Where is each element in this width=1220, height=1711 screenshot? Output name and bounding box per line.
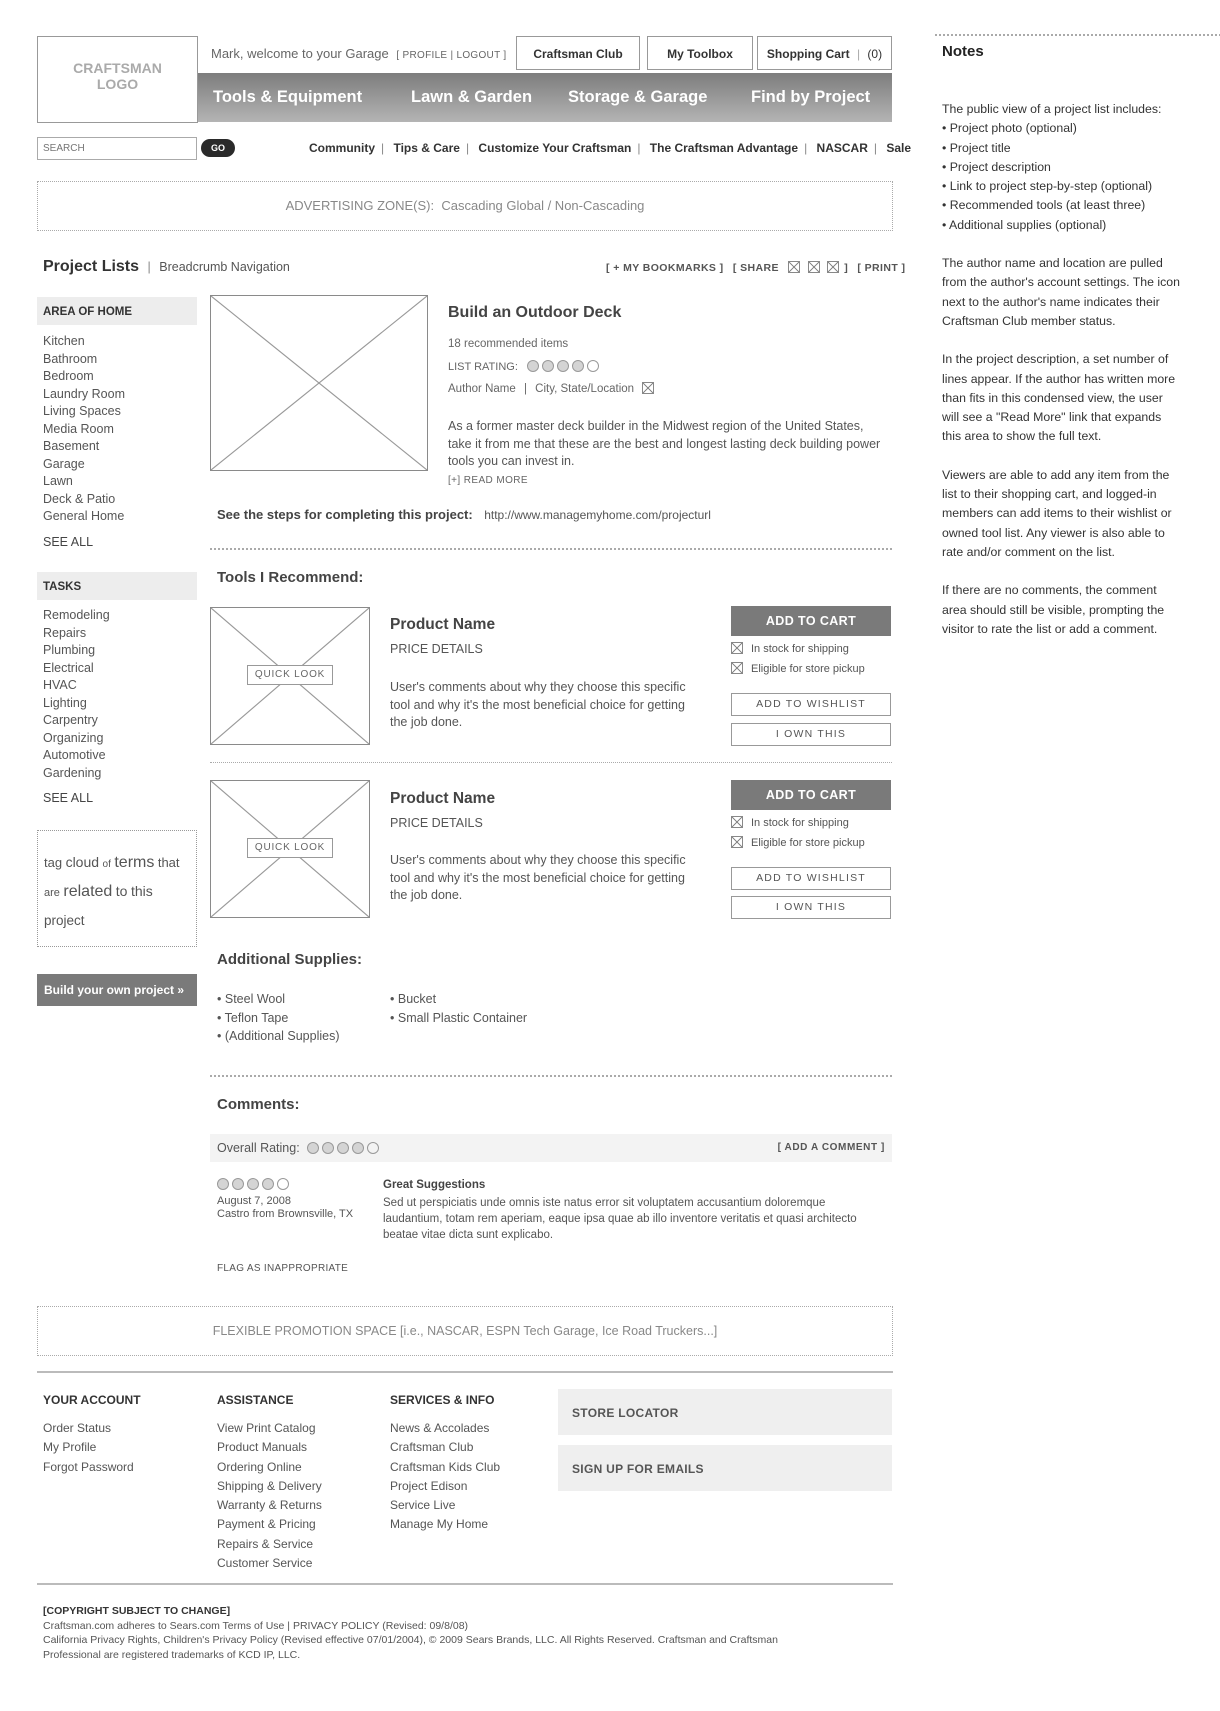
add-comment-link[interactable]: [ ADD A COMMENT ] <box>777 1142 885 1153</box>
rating-circle-icon[interactable] <box>217 1178 229 1190</box>
share-email-icon[interactable] <box>788 261 800 273</box>
project-photo[interactable] <box>210 295 428 471</box>
link-sale[interactable]: Sale <box>886 141 912 155</box>
rating-circle-icon[interactable] <box>247 1178 259 1190</box>
supply-item: • Small Plastic Container <box>390 1010 528 1025</box>
sidebar-item-carpentry[interactable]: Carpentry <box>43 713 98 727</box>
i-own-this-button[interactable]: I OWN THIS <box>731 896 891 919</box>
quick-look-button[interactable]: QUICK LOOK <box>247 665 333 685</box>
sidebar-item-organizing[interactable]: Organizing <box>43 730 104 745</box>
comment-rating-stars <box>217 1178 353 1192</box>
store-pickup-text: Eligible for store pickup <box>751 663 865 675</box>
author-line: Author Name | City, State/Location <box>448 382 662 395</box>
footer-your-account <box>43 1393 141 1477</box>
notes-bullet: • Recommended tools (at least three) <box>942 198 1146 213</box>
ad-zone-text: Cascading Global / Non-Cascading <box>441 198 645 213</box>
breadcrumb[interactable]: Breadcrumb Navigation <box>159 260 290 274</box>
footer-link[interactable]: My Profile <box>43 1440 97 1455</box>
comment-title: Great Suggestions <box>383 1179 486 1191</box>
rating-circle-icon[interactable] <box>277 1178 289 1190</box>
rating-circle-icon[interactable] <box>307 1142 319 1154</box>
footer-link[interactable]: Forgot Password <box>43 1459 134 1474</box>
rating-circle-icon[interactable] <box>352 1142 364 1154</box>
logo-placeholder[interactable]: CRAFTSMAN LOGO <box>37 36 198 123</box>
advertising-zone <box>37 181 893 231</box>
menu-storage-garage[interactable]: Storage & Garage <box>568 88 708 106</box>
sidebar-item-living-spaces[interactable]: Living Spaces <box>43 404 121 418</box>
rating-circle-icon[interactable] <box>557 360 569 372</box>
list-rating <box>448 360 602 373</box>
tag[interactable]: tag <box>44 855 63 870</box>
project-description: As a former master deck builder in the Midwest region of the United States, take it from me that these are the best and longest lasting deck building power tools you can invest in. <box>448 419 881 468</box>
page-actions <box>606 261 905 274</box>
comment-meta <box>217 1178 353 1221</box>
rating-circle-icon[interactable] <box>232 1178 244 1190</box>
area-see-all-link[interactable]: SEE ALL <box>43 535 94 549</box>
sidebar-item-garage[interactable]: Garage <box>43 456 85 471</box>
product-user-comment: User's comments about why they choose this specific tool and why it's the most beneficial choice for getting the job done. <box>390 680 686 729</box>
notes-paragraph: If there are no comments, the comment area should still be visible, prompting the visitor to rate the list or add a comment. <box>942 583 1165 636</box>
notes-divider <box>935 34 1220 36</box>
project-steps-row <box>217 507 711 522</box>
promotion-space: FLEXIBLE PROMOTION SPACE [i.e., NASCAR, ESPN Tech Garage, Ice Road Truckers...] <box>37 1306 893 1356</box>
footer-link[interactable]: News & Accolades <box>390 1421 490 1435</box>
footer-heading: SERVICES & INFO <box>390 1393 495 1407</box>
supplies-heading: Additional Supplies: <box>217 951 362 968</box>
sidebar-item-bedroom[interactable]: Bedroom <box>43 369 94 383</box>
project-title: Build an Outdoor Deck <box>448 304 622 321</box>
print-link[interactable]: [ PRINT ] <box>857 262 906 274</box>
flag-inappropriate-link[interactable]: FLAG AS INAPPROPRIATE <box>217 1263 349 1274</box>
rating-circle-icon[interactable] <box>587 360 599 372</box>
cart-count: (0) <box>867 47 883 61</box>
in-stock-text: In stock for shipping <box>751 817 849 829</box>
tag[interactable]: that <box>157 855 180 870</box>
share-end: ] <box>844 262 849 274</box>
tasks-see-all-link[interactable]: SEE ALL <box>43 791 94 805</box>
tasks-heading: TASKS <box>37 572 197 600</box>
notes-bullet: • Additional supplies (optional) <box>942 217 1107 232</box>
tag[interactable]: of <box>102 859 111 870</box>
footer-link[interactable]: Project Edison <box>390 1478 468 1493</box>
comment-date: August 7, 2008 <box>217 1195 292 1207</box>
supply-item: • (Additional Supplies) <box>217 1029 340 1043</box>
share-twitter-icon[interactable] <box>827 261 839 273</box>
copyright <box>43 1604 778 1662</box>
read-more-link[interactable]: [+] READ MORE <box>448 475 528 486</box>
search-go-button[interactable]: GO <box>201 139 235 157</box>
footer-divider <box>37 1371 893 1373</box>
tools-heading: Tools I Recommend: <box>217 569 364 586</box>
main-menu <box>198 73 892 122</box>
rating-circle-icon[interactable] <box>572 360 584 372</box>
quick-look-button[interactable]: QUICK LOOK <box>247 838 333 858</box>
rating-circle-icon[interactable] <box>337 1142 349 1154</box>
sidebar-item-lighting[interactable]: Lighting <box>43 695 87 710</box>
tag-cloud <box>37 830 197 947</box>
sidebar-item-bathroom[interactable]: Bathroom <box>43 351 98 366</box>
footer-link[interactable]: Manage My Home <box>390 1517 489 1532</box>
copyright-line: California Privacy Rights, Children's Privacy Policy (Revised effective 07/01/2004), © 2009 Sears Brands, LLC. All Rights Reserved. Craftsman and Craftsman <box>43 1634 778 1646</box>
sidebar-item-hvac[interactable]: HVAC <box>43 678 77 692</box>
tag[interactable]: are <box>44 887 60 899</box>
author-name[interactable]: Author Name <box>448 383 516 395</box>
menu-lawn-garden[interactable]: Lawn & Garden <box>411 88 533 106</box>
menu-tools-equipment[interactable]: Tools & Equipment <box>213 88 363 106</box>
tag[interactable]: to <box>115 883 128 899</box>
overall-rating-bar <box>210 1134 892 1162</box>
tab-shopping-cart[interactable]: Shopping Cart | (0) <box>757 36 892 70</box>
profile-logout-links[interactable]: [ PROFILE | LOGOUT ] <box>396 50 507 61</box>
sidebar-item-general-home[interactable]: General Home <box>43 509 125 523</box>
store-pickup-icon <box>731 662 743 674</box>
page-title: Project Lists <box>43 258 140 275</box>
rating-circle-icon[interactable] <box>367 1142 379 1154</box>
price-details: PRICE DETAILS <box>390 642 483 656</box>
product-image[interactable] <box>210 780 370 918</box>
copyright-title: [COPYRIGHT SUBJECT TO CHANGE] <box>43 1605 231 1617</box>
footer-assistance <box>217 1393 322 1573</box>
pickup-status <box>731 662 865 675</box>
rating-circle-icon[interactable] <box>542 360 554 372</box>
supply-item: • Teflon Tape <box>217 1010 289 1025</box>
secondary-links: Community | Tips & Care | Customize Your Craftsman | The Craftsman Advantage | NASCAR | Sale <box>309 141 912 155</box>
product-name[interactable]: Product Name <box>390 616 496 633</box>
welcome-text <box>211 46 506 61</box>
footer-link[interactable]: Craftsman Club <box>390 1440 474 1455</box>
add-to-cart-button[interactable]: ADD TO CART <box>731 780 891 810</box>
tag[interactable]: cloud <box>65 854 100 870</box>
sidebar-item-automotive[interactable]: Automotive <box>43 748 106 762</box>
footer-link[interactable]: Service Live <box>390 1498 456 1513</box>
tasks-list <box>43 607 110 782</box>
sidebar-item-electrical[interactable]: Electrical <box>43 660 94 675</box>
tag[interactable]: project <box>44 913 85 928</box>
tag[interactable]: this <box>130 883 153 899</box>
share-facebook-icon[interactable] <box>808 261 820 273</box>
tab-craftsman-club-label: Craftsman Club <box>533 47 623 61</box>
comment-body: Sed ut perspiciatis unde omnis iste natus error sit voluptatem accusantium doloremque laudantium, totam rem aperiam, eaque ipsa quae ab illo inventore veritatis et quasi architecto beatae vitae dicta sunt explicabo. <box>383 1197 857 1241</box>
placeholder-x-icon <box>211 296 427 470</box>
footer-heading: YOUR ACCOUNT <box>43 1393 141 1407</box>
author-location: City, State/Location <box>535 383 635 395</box>
notes-bullet: • Link to project step-by-step (optional) <box>942 179 1153 194</box>
sidebar-item-kitchen[interactable]: Kitchen <box>43 334 85 348</box>
i-own-this-button[interactable]: I OWN THIS <box>731 723 891 746</box>
divider <box>210 548 892 550</box>
product-image[interactable] <box>210 607 370 745</box>
sidebar-item-laundry-room[interactable]: Laundry Room <box>43 386 125 401</box>
footer-link[interactable]: Craftsman Kids Club <box>390 1459 501 1474</box>
in-stock-text: In stock for shipping <box>751 643 849 655</box>
sidebar-item-repairs[interactable]: Repairs <box>43 625 87 640</box>
rating-circle-icon[interactable] <box>262 1178 274 1190</box>
club-member-icon <box>642 382 654 394</box>
add-to-cart-button[interactable]: ADD TO CART <box>731 606 891 636</box>
overall-rating-stars[interactable] <box>307 1141 382 1155</box>
sidebar-item-deck-patio[interactable]: Deck & Patio <box>43 491 116 506</box>
list-rating-label: LIST RATING: <box>448 361 518 373</box>
menu-find-by-project[interactable]: Find by Project <box>751 88 871 106</box>
tab-craftsman-club[interactable] <box>516 36 640 70</box>
recommended-count: 18 recommended items <box>448 338 569 350</box>
footer-divider <box>37 1583 893 1585</box>
link-community[interactable]: Community <box>309 141 375 155</box>
notes-intro: The public view of a project list includes: <box>942 102 1162 116</box>
divider <box>210 762 892 763</box>
footer-link[interactable]: Customer Service <box>217 1556 313 1571</box>
footer-services <box>390 1393 500 1535</box>
product-name[interactable]: Product Name <box>390 790 496 807</box>
share-label[interactable]: [ SHARE <box>732 262 779 274</box>
footer-link[interactable]: Warranty & Returns <box>217 1498 322 1513</box>
supply-item: • Steel Wool <box>217 992 286 1006</box>
area-of-home-heading: AREA OF HOME <box>37 297 197 325</box>
search-input[interactable] <box>37 137 197 160</box>
pickup-status <box>731 836 865 849</box>
list-rating-stars[interactable] <box>527 361 602 373</box>
tab-my-toolbox[interactable] <box>647 36 753 70</box>
rating-circle-icon[interactable] <box>527 360 539 372</box>
link-tips-care[interactable]: Tips & Care <box>393 141 460 155</box>
welcome-message: Mark, welcome to your Garage <box>211 46 389 61</box>
copyright-line: Craftsman.com adheres to Sears.com Terms of Use | PRIVACY POLICY (Revised: 09/8/08) <box>43 1619 469 1632</box>
link-customize[interactable]: Customize Your Craftsman <box>478 141 632 155</box>
sidebar-item-plumbing[interactable]: Plumbing <box>43 643 96 657</box>
footer-link[interactable]: Payment & Pricing <box>217 1517 316 1532</box>
notes-paragraph: The author name and location are pulled from the author's account settings. The icon next to the author's name indicates their Craftsman Club member status. <box>942 256 1180 328</box>
overall-rating-label: Overall Rating: <box>217 1141 300 1155</box>
sidebar-item-media-room[interactable]: Media Room <box>43 421 114 436</box>
tab-my-toolbox-label: My Toolbox <box>667 47 733 61</box>
my-bookmarks-link[interactable]: [ + MY BOOKMARKS ] <box>606 262 724 274</box>
add-to-wishlist-button[interactable]: ADD TO WISHLIST <box>731 867 891 890</box>
tab-shopping-cart-label: Shopping Cart <box>766 47 850 61</box>
supplies-list-2 <box>390 990 527 1027</box>
product-user-comment: User's comments about why they choose this specific tool and why it's the most beneficial choice for getting the job done. <box>390 853 686 902</box>
footer-link[interactable]: Repairs & Service <box>217 1536 314 1551</box>
divider <box>210 1075 892 1077</box>
footer-link[interactable]: Product Manuals <box>217 1440 308 1455</box>
notes-bullet: • Project description <box>942 159 1051 174</box>
link-craftsman-advantage[interactable]: The Craftsman Advantage <box>649 141 799 155</box>
notes-title: Notes <box>942 43 984 60</box>
footer-link[interactable]: View Print Catalog <box>217 1421 316 1435</box>
tag[interactable]: terms <box>114 854 155 871</box>
comments-heading: Comments: <box>217 1096 300 1113</box>
add-to-wishlist-button[interactable]: ADD TO WISHLIST <box>731 693 891 716</box>
build-your-own-project-button[interactable]: Build your own project » <box>37 974 197 1006</box>
store-locator-button[interactable]: STORE LOCATOR <box>558 1389 892 1435</box>
footer-heading: ASSISTANCE <box>217 1393 294 1407</box>
sign-up-emails-button[interactable]: SIGN UP FOR EMAILS <box>558 1445 892 1491</box>
ad-zone-label: ADVERTISING ZONE(S): <box>285 198 435 213</box>
notes-paragraph: Viewers are able to add any item from the list to their shopping cart, and logged-in members can add items to their wishlist or owned tool list. Any viewer is also able to rate and/or comment on the list. <box>942 467 1172 559</box>
in-stock-icon <box>731 816 743 828</box>
page-title-row: Project Lists | Breadcrumb Navigation <box>43 258 290 275</box>
sidebar-item-basement[interactable]: Basement <box>43 439 100 453</box>
notes-bullet: • Project title <box>942 140 1011 155</box>
footer-link[interactable]: Order Status <box>43 1421 112 1435</box>
price-details: PRICE DETAILS <box>390 816 483 830</box>
tag[interactable]: related <box>63 883 113 900</box>
link-nascar[interactable]: NASCAR <box>816 141 868 155</box>
sidebar-item-lawn[interactable]: Lawn <box>43 474 73 488</box>
sidebar-item-remodeling[interactable]: Remodeling <box>43 608 110 622</box>
store-pickup-text: Eligible for store pickup <box>751 837 865 849</box>
copyright-line: Professional are registered trademarks of KCD IP, LLC. <box>43 1648 301 1661</box>
notes-bullet: • Project photo (optional) <box>942 121 1077 136</box>
rating-circle-icon[interactable] <box>322 1142 334 1154</box>
in-stock-icon <box>731 642 743 654</box>
supplies-list-1 <box>217 990 340 1046</box>
steps-url-link[interactable]: http://www.managemyhome.com/projecturl <box>484 508 711 522</box>
stock-status <box>731 816 849 829</box>
footer-link[interactable]: Ordering Online <box>217 1459 302 1474</box>
store-pickup-icon <box>731 836 743 848</box>
footer-link[interactable]: Shipping & Delivery <box>217 1478 322 1493</box>
supply-item: • Bucket <box>390 992 437 1006</box>
stock-status <box>731 642 849 655</box>
steps-label: See the steps for completing this project: <box>217 507 473 522</box>
area-of-home-list <box>43 333 125 526</box>
notes-paragraph: In the project description, a set number of lines appear. If the author has written more than fits in this condensed view, the user will see a "Read More" link that expands this area to show the full text. <box>942 352 1176 444</box>
comment-author: Castro from Brownsville, TX <box>217 1208 354 1220</box>
notes-panel <box>942 100 1182 658</box>
sidebar-item-gardening[interactable]: Gardening <box>43 765 102 780</box>
